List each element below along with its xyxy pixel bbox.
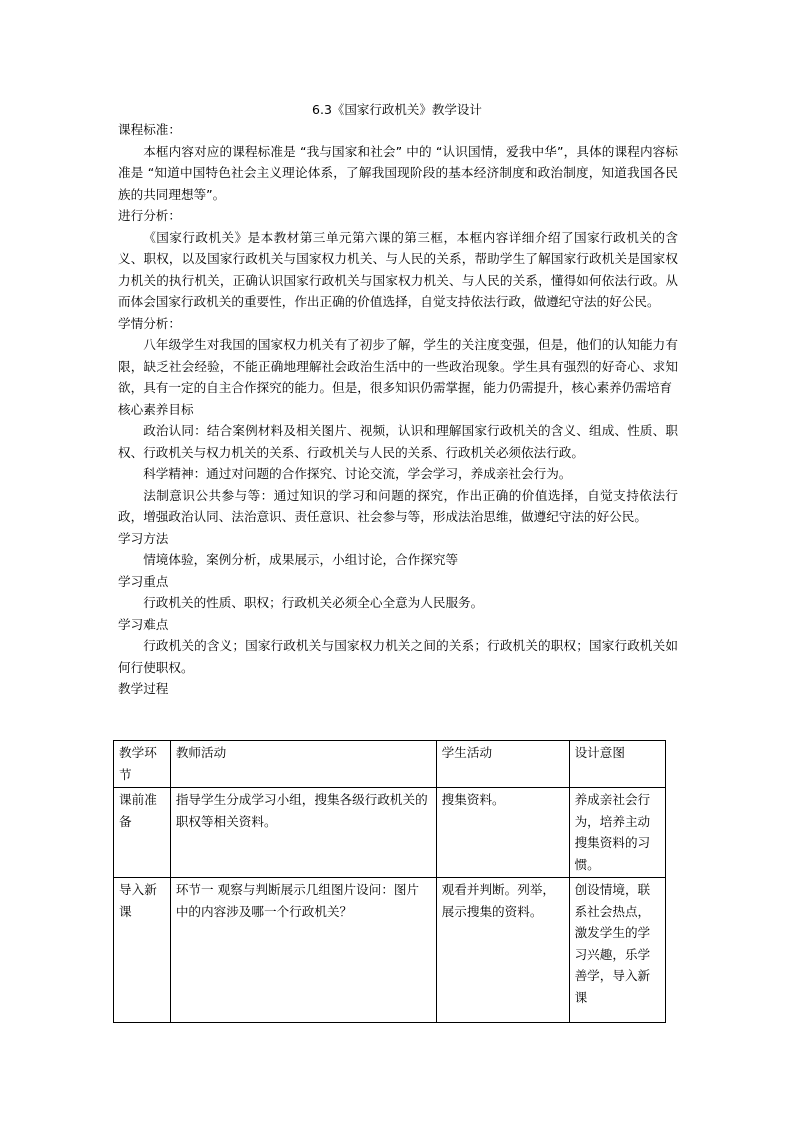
table-cell: 创设情境，联系社会热点，激发学生的学习兴趣，乐学善学，导入新课	[569, 878, 665, 1023]
section-learning-methods	[118, 528, 678, 571]
table-header-cell: 教学环节	[114, 741, 171, 788]
table-row	[114, 878, 666, 1023]
section-student-analysis	[118, 313, 678, 399]
table-header-row	[114, 741, 666, 788]
table-cell: 课前准备	[114, 788, 171, 878]
section-paragraph: 《国家行政机关》是本教材第三单元第六课的第三框，本框内容详细介绍了国家行政机关的含义、职权，以及国家行政机关与国家权力机关、与人民的关系，帮助学生了解国家行政机关是国家权力机关的执行机关，正确认识国家行政机关与国家权力机关、与人民的关系，懂得如何依法行政。从而体会国家行政机关的重要性，作出正确的价值选择，自觉支持依法行政，做遵纪守法的好公民。	[118, 229, 678, 309]
teaching-process-table	[113, 740, 666, 1023]
table-header-cell: 教师活动	[170, 741, 436, 788]
section-paragraph: 政治认同：结合案例材料及相关图片、视频，认识和理解国家行政机关的含义、组成、性质、职权、行政机关与权力机关的关系、行政机关与人民的关系、行政机关必须依法行政。	[118, 423, 678, 460]
table-cell: 指导学生分成学习小组，搜集各级行政机关的职权等相关资料。	[170, 788, 436, 878]
table-cell: 养成亲社会行为，培养主动搜集资料的习惯。	[569, 788, 665, 878]
section-core-literacy-goals	[118, 399, 678, 528]
section-paragraph: 科学精神：通过对问题的合作探究、讨论交流，学会学习，养成亲社会行为。	[143, 466, 572, 481]
document-body	[118, 119, 678, 700]
table-header-cell: 设计意图	[569, 741, 665, 788]
section-heading: 学情分析：	[118, 315, 181, 331]
document-title: 6.3《国家行政机关》教学设计	[312, 102, 482, 117]
table-row	[114, 788, 666, 878]
section-heading: 学习难点	[118, 616, 169, 632]
table-header-cell: 学生活动	[436, 741, 569, 788]
section-teaching-process	[118, 678, 678, 700]
section-paragraph: 行政机关的含义；国家行政机关与国家权力机关之间的关系；行政机关的职权；国家行政机关如何行使职权。	[118, 638, 678, 675]
section-heading: 核心素养目标	[118, 401, 194, 417]
section-heading: 教学过程	[118, 681, 169, 696]
section-heading: 学习重点	[118, 573, 169, 589]
section-difficult-points	[118, 614, 678, 679]
section-heading: 学习方法	[118, 530, 169, 546]
section-heading: 课程标准：	[118, 122, 181, 137]
table-cell: 导入新课	[114, 878, 171, 1023]
section-textbook-analysis	[118, 205, 678, 313]
table-cell: 环节一 观察与判断展示几组图片设问：图片中的内容涉及哪一个行政机关？	[170, 878, 436, 1023]
section-paragraph: 法制意识公共参与等：通过知识的学习和问题的探究，作出正确的价值选择，自觉支持依法行政，增强政治认同、法治意识、责任意识、社会参与等，形成法治思维，做遵纪守法的好公民。	[118, 487, 678, 524]
section-paragraph: 行政机关的性质、职权；行政机关必须全心全意为人民服务。	[143, 595, 484, 610]
table-cell: 搜集资料。	[436, 788, 569, 878]
section-heading: 进行分析：	[118, 208, 181, 223]
section-curriculum-standard	[118, 119, 678, 205]
section-key-points	[118, 571, 678, 614]
section-paragraph: 本框内容对应的课程标准是 “我与国家和社会” 中的 “认识国情，爱我中华”，具体的课程内容标准是 “知道中国特色社会主义理论体系，了解我国现阶段的基本经济制度和政治制度，知道我国各民族的共同理想等”。	[118, 143, 678, 202]
section-paragraph: 情境体验，案例分析，成果展示，小组讨论，合作探究等	[143, 552, 459, 567]
table-cell: 观看并判断。列举，展示搜集的资料。	[436, 878, 569, 1023]
section-paragraph: 八年级学生对我国的国家权力机关有了初步了解，学生的关注度变强，但是，他们的认知能力有限，缺乏社会经验，不能正确地理解社会政治生活中的一些政治现象。学生具有强烈的好奇心、求知欲，具有一定的自主合作探究的能力。但是，很多知识仍需掌握，能力仍需提升，核心素养仍需培育	[118, 337, 678, 395]
